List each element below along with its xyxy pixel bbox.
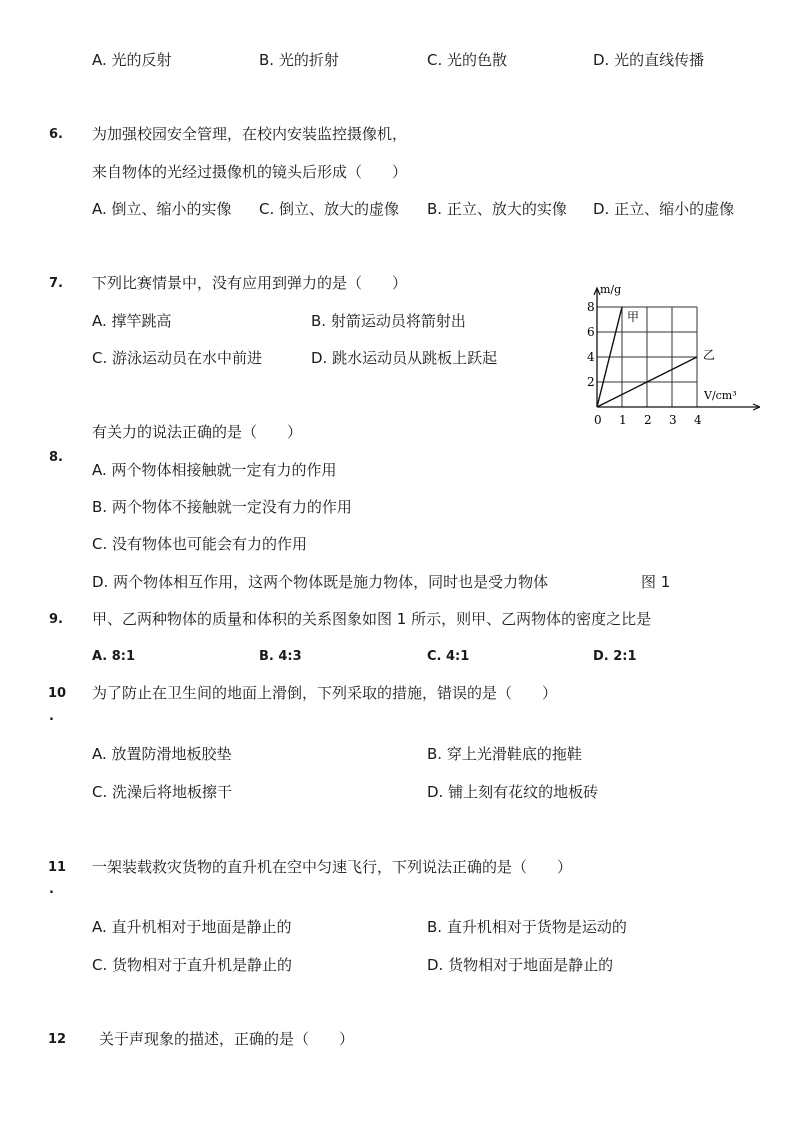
- q6-option-d: D. 正立、缩小的虚像: [593, 200, 735, 218]
- series-label-jia: 甲: [627, 310, 640, 324]
- x-axis-label: V/cm³: [704, 389, 737, 402]
- y-tick-label: 6: [587, 325, 595, 339]
- y-tick-label: 2: [587, 375, 595, 389]
- q8-option-d: D. 两个物体相互作用，这两个物体既是施力物体，同时也是受力物体: [92, 573, 549, 591]
- q8-number: 8.: [49, 450, 63, 465]
- q5-option-d: D. 光的直线传播: [593, 51, 705, 69]
- q6-option-a: A. 倒立、缩小的实像: [92, 200, 232, 218]
- q10-number: 10: [48, 686, 67, 701]
- q6-stem-line2: 来自物体的光经过摄像机的镜头后形成（ ）: [92, 163, 408, 181]
- q9-option-c: C. 4:1: [427, 649, 470, 664]
- x-tick-label: 4: [694, 413, 702, 427]
- q12-number: 12: [48, 1032, 67, 1047]
- q6-number: 6.: [49, 127, 63, 142]
- q10-option-b: B. 穿上光滑鞋底的拖鞋: [427, 745, 582, 763]
- q9-stem: 甲、乙两种物体的质量和体积的关系图象如图 1 所示，则甲、乙两物体的密度之比是: [92, 610, 652, 628]
- q8-option-b: B. 两个物体不接触就一定没有力的作用: [92, 498, 352, 516]
- q11-number: 11: [48, 860, 67, 875]
- q7-option-d: D. 跳水运动员从跳板上跃起: [311, 349, 498, 367]
- q7-option-a: A. 撑竿跳高: [92, 312, 172, 330]
- q7-stem: 下列比赛情景中，没有应用到弹力的是（ ）: [92, 274, 408, 292]
- q7-option-c: C. 游泳运动员在水中前进: [92, 349, 263, 367]
- q10-option-d: D. 铺上刻有花纹的地板砖: [427, 783, 599, 801]
- q11-option-d: D. 货物相对于地面是静止的: [427, 956, 614, 974]
- q7-option-b: B. 射箭运动员将箭射出: [311, 312, 466, 330]
- series-label-yi: 乙: [703, 348, 716, 362]
- q6-option-b: B. 正立、放大的实像: [427, 200, 567, 218]
- graph-grid: [597, 307, 697, 407]
- q6-option-c: C. 倒立、放大的虚像: [259, 200, 400, 218]
- q11-option-c: C. 货物相对于直升机是静止的: [92, 956, 293, 974]
- x-tick-label: 0: [594, 413, 602, 427]
- q11-stem: 一架装载救灾货物的直升机在空中匀速飞行，下列说法正确的是（ ）: [92, 858, 573, 876]
- q10-option-c: C. 洗澡后将地板擦干: [92, 783, 233, 801]
- q11-number-dot: .: [49, 882, 54, 897]
- x-tick-label: 2: [644, 413, 652, 427]
- x-tick-label: 3: [669, 413, 677, 427]
- q9-option-b: B. 4:3: [259, 649, 302, 664]
- figure-1-graph: [570, 266, 760, 430]
- q5-option-b: B. 光的折射: [259, 51, 339, 69]
- q12-stem: 关于声现象的描述，正确的是（ ）: [99, 1030, 355, 1048]
- y-tick-label: 8: [587, 300, 595, 314]
- q8-stem: 有关力的说法正确的是（ ）: [92, 423, 303, 441]
- q10-stem: 为了防止在卫生间的地面上滑倒，下列采取的措施，错误的是（ ）: [92, 684, 558, 702]
- q5-option-c: C. 光的色散: [427, 51, 508, 69]
- y-axis-label: m/g: [600, 283, 622, 296]
- figure-1-caption: 图 1: [641, 573, 671, 591]
- q11-option-a: A. 直升机相对于地面是静止的: [92, 918, 292, 936]
- q9-option-a: A. 8:1: [92, 649, 136, 664]
- q6-stem-line1: 为加强校园安全管理，在校内安装监控摄像机，: [92, 125, 408, 143]
- q5-option-a: A. 光的反射: [92, 51, 172, 69]
- y-tick-label: 4: [587, 350, 595, 364]
- q7-number: 7.: [49, 276, 63, 291]
- q9-number: 9.: [49, 612, 63, 627]
- q9-option-d: D. 2:1: [593, 649, 637, 664]
- q10-option-a: A. 放置防滑地板胶垫: [92, 745, 232, 763]
- x-tick-label: 1: [619, 413, 627, 427]
- q8-option-a: A. 两个物体相接触就一定有力的作用: [92, 461, 337, 479]
- q11-option-b: B. 直升机相对于货物是运动的: [427, 918, 627, 936]
- q10-number-dot: .: [49, 709, 54, 724]
- q8-option-c: C. 没有物体也可能会有力的作用: [92, 535, 308, 553]
